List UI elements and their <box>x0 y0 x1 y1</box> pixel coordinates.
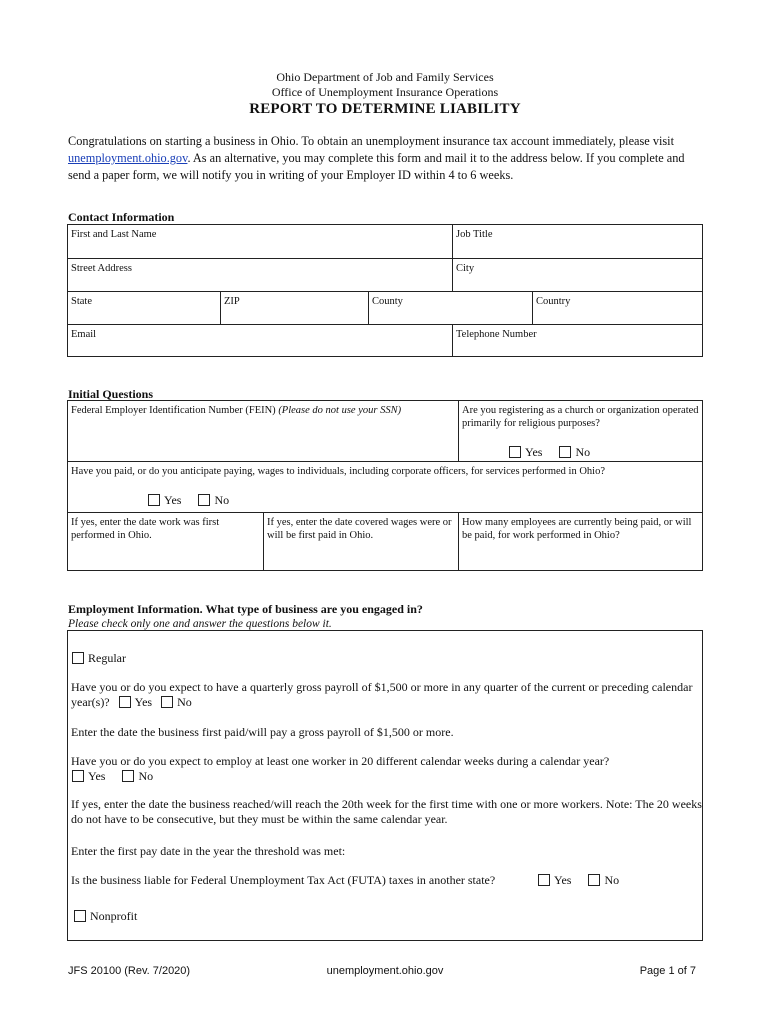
footer-website: unemployment.ohio.gov <box>326 965 444 977</box>
date-work-first-label: If yes, enter the date work was first performed in Ohio. <box>71 517 220 541</box>
wages-yes-checkbox[interactable] <box>148 494 160 506</box>
church-question-text: Are you registering as a church or organization operated primarily for religious purposes? <box>462 405 699 429</box>
initial-section-title: Initial Questions <box>68 387 154 401</box>
date-wages-first-field[interactable] <box>263 512 458 570</box>
payroll-no-label: No <box>177 695 192 709</box>
employee-count-label: How many employees are currently being paid, or will be paid, for work performed in Ohio? <box>462 517 692 541</box>
church-question-cell <box>458 401 702 461</box>
futa-question-text: Is the business liable for Federal Unemployment Tax Act (FUTA) taxes in another state? <box>71 873 496 887</box>
futa-options <box>538 873 633 887</box>
fein-note: (Please do not use your SSN) <box>278 405 402 416</box>
employment-section-title: Employment Information. What type of business are you engaged in? <box>68 602 423 616</box>
employee-count-field[interactable] <box>458 512 702 570</box>
church-options <box>509 445 604 459</box>
telephone-label: Telephone Number <box>456 329 537 340</box>
payroll-question-text: Have you or do you expect to have a quarterly gross payroll of $1,500 or more in any quarter of the current or preceding calendar year(s)? <box>71 680 693 709</box>
contact-table <box>67 224 703 357</box>
date-work-first-field[interactable] <box>68 512 263 570</box>
wages-no-checkbox[interactable] <box>198 494 210 506</box>
first-last-name-label: First and Last Name <box>71 229 157 240</box>
twentieth-week-question[interactable] <box>71 797 703 827</box>
job-title-label: Job Title <box>456 229 493 240</box>
first-pay-date-question-text: Enter the first pay date in the year the threshold was met: <box>71 844 346 858</box>
office-name: Office of Unemployment Insurance Operations <box>271 85 499 99</box>
first-pay-date-question[interactable] <box>71 844 697 859</box>
employment-section-subtitle: Please check only one and answer the questions below it. <box>68 618 332 630</box>
county-label: County <box>372 296 403 307</box>
church-no-label: No <box>575 445 591 459</box>
twenty-weeks-options <box>72 769 167 783</box>
church-yes-label: Yes <box>525 445 543 459</box>
form-title: REPORT TO DETERMINE LIABILITY <box>249 101 521 117</box>
payroll-no-checkbox[interactable] <box>161 696 173 708</box>
intro-paragraph <box>68 133 708 184</box>
twenty-weeks-no-label: No <box>138 769 154 783</box>
church-yes-checkbox[interactable] <box>509 446 521 458</box>
twenty-weeks-question <box>71 754 697 769</box>
date-wages-first-label: If yes, enter the date covered wages were or will be first paid in Ohio. <box>267 517 452 541</box>
intro-text-start: Congratulations on starting a business in Ohio. To obtain an unemployment insurance tax account immediately, please visit <box>68 134 675 148</box>
state-label: State <box>71 296 92 307</box>
payroll-yes-label: Yes <box>134 695 153 709</box>
payroll-yes-checkbox[interactable] <box>119 696 131 708</box>
wages-question-cell <box>68 461 702 512</box>
city-label: City <box>456 263 475 274</box>
regular-checkbox[interactable] <box>72 652 84 664</box>
job-title-field[interactable] <box>452 225 702 258</box>
intro-text-end: . As an alternative, you may complete this form and mail it to the address below. If you complete and send a paper form, we will notify you in writing of your Employer ID within 4 to 6 weeks. <box>68 151 685 182</box>
church-no-checkbox[interactable] <box>559 446 571 458</box>
state-field[interactable] <box>68 291 220 324</box>
futa-yes-label: Yes <box>554 873 572 887</box>
twenty-weeks-no-checkbox[interactable] <box>122 770 134 782</box>
nonprofit-option <box>74 909 137 923</box>
twenty-weeks-question-text: Have you or do you expect to employ at least one worker in 20 different calendar weeks during a calendar year? <box>71 754 610 768</box>
email-field[interactable] <box>68 324 452 356</box>
twenty-weeks-yes-checkbox[interactable] <box>72 770 84 782</box>
country-label: Country <box>536 296 571 307</box>
wages-no-label: No <box>214 493 230 507</box>
page-number: Page 1 of 7 <box>639 965 696 977</box>
payroll-date-question[interactable] <box>71 725 697 740</box>
futa-no-checkbox[interactable] <box>588 874 600 886</box>
website-link[interactable]: unemployment.ohio.gov <box>68 151 188 165</box>
county-field[interactable] <box>368 291 532 324</box>
regular-label: Regular <box>88 651 126 665</box>
payroll-question <box>71 680 697 710</box>
telephone-field[interactable] <box>452 324 702 356</box>
country-field[interactable] <box>532 291 702 324</box>
futa-no-label: No <box>604 873 620 887</box>
futa-yes-checkbox[interactable] <box>538 874 550 886</box>
contact-section-title: Contact Information <box>68 210 175 224</box>
street-address-label: Street Address <box>71 263 132 274</box>
email-label: Email <box>71 329 97 340</box>
agency-name: Ohio Department of Job and Family Services <box>276 70 494 84</box>
twenty-weeks-yes-label: Yes <box>88 769 106 783</box>
form-number: JFS 20100 (Rev. 7/2020) <box>68 965 191 977</box>
zip-field[interactable] <box>220 291 368 324</box>
nonprofit-label: Nonprofit <box>90 909 138 923</box>
zip-label: ZIP <box>224 296 240 307</box>
fein-field[interactable] <box>68 401 458 461</box>
employment-table <box>67 630 703 941</box>
first-last-name-field[interactable] <box>68 225 452 258</box>
payroll-date-question-text: Enter the date the business first paid/will pay a gross payroll of $1,500 or more. <box>71 725 454 739</box>
wages-yes-label: Yes <box>164 493 182 507</box>
street-address-field[interactable] <box>68 258 452 291</box>
twentieth-week-question-text: If yes, enter the date the business reached/will reach the 20th week for the first time with one or more workers. Note: The 20 weeks do not have to be consecutive, but they must be within the same calendar year. <box>71 797 702 826</box>
city-field[interactable] <box>452 258 702 291</box>
wages-options <box>148 493 243 507</box>
nonprofit-checkbox[interactable] <box>74 910 86 922</box>
fein-label: Federal Employer Identification Number (FEIN) <box>71 405 279 416</box>
wages-question-text: Have you paid, or do you anticipate paying, wages to individuals, including corporate officers, for services performed in Ohio? <box>71 466 605 477</box>
initial-questions-table <box>67 400 703 571</box>
regular-option <box>72 651 126 665</box>
